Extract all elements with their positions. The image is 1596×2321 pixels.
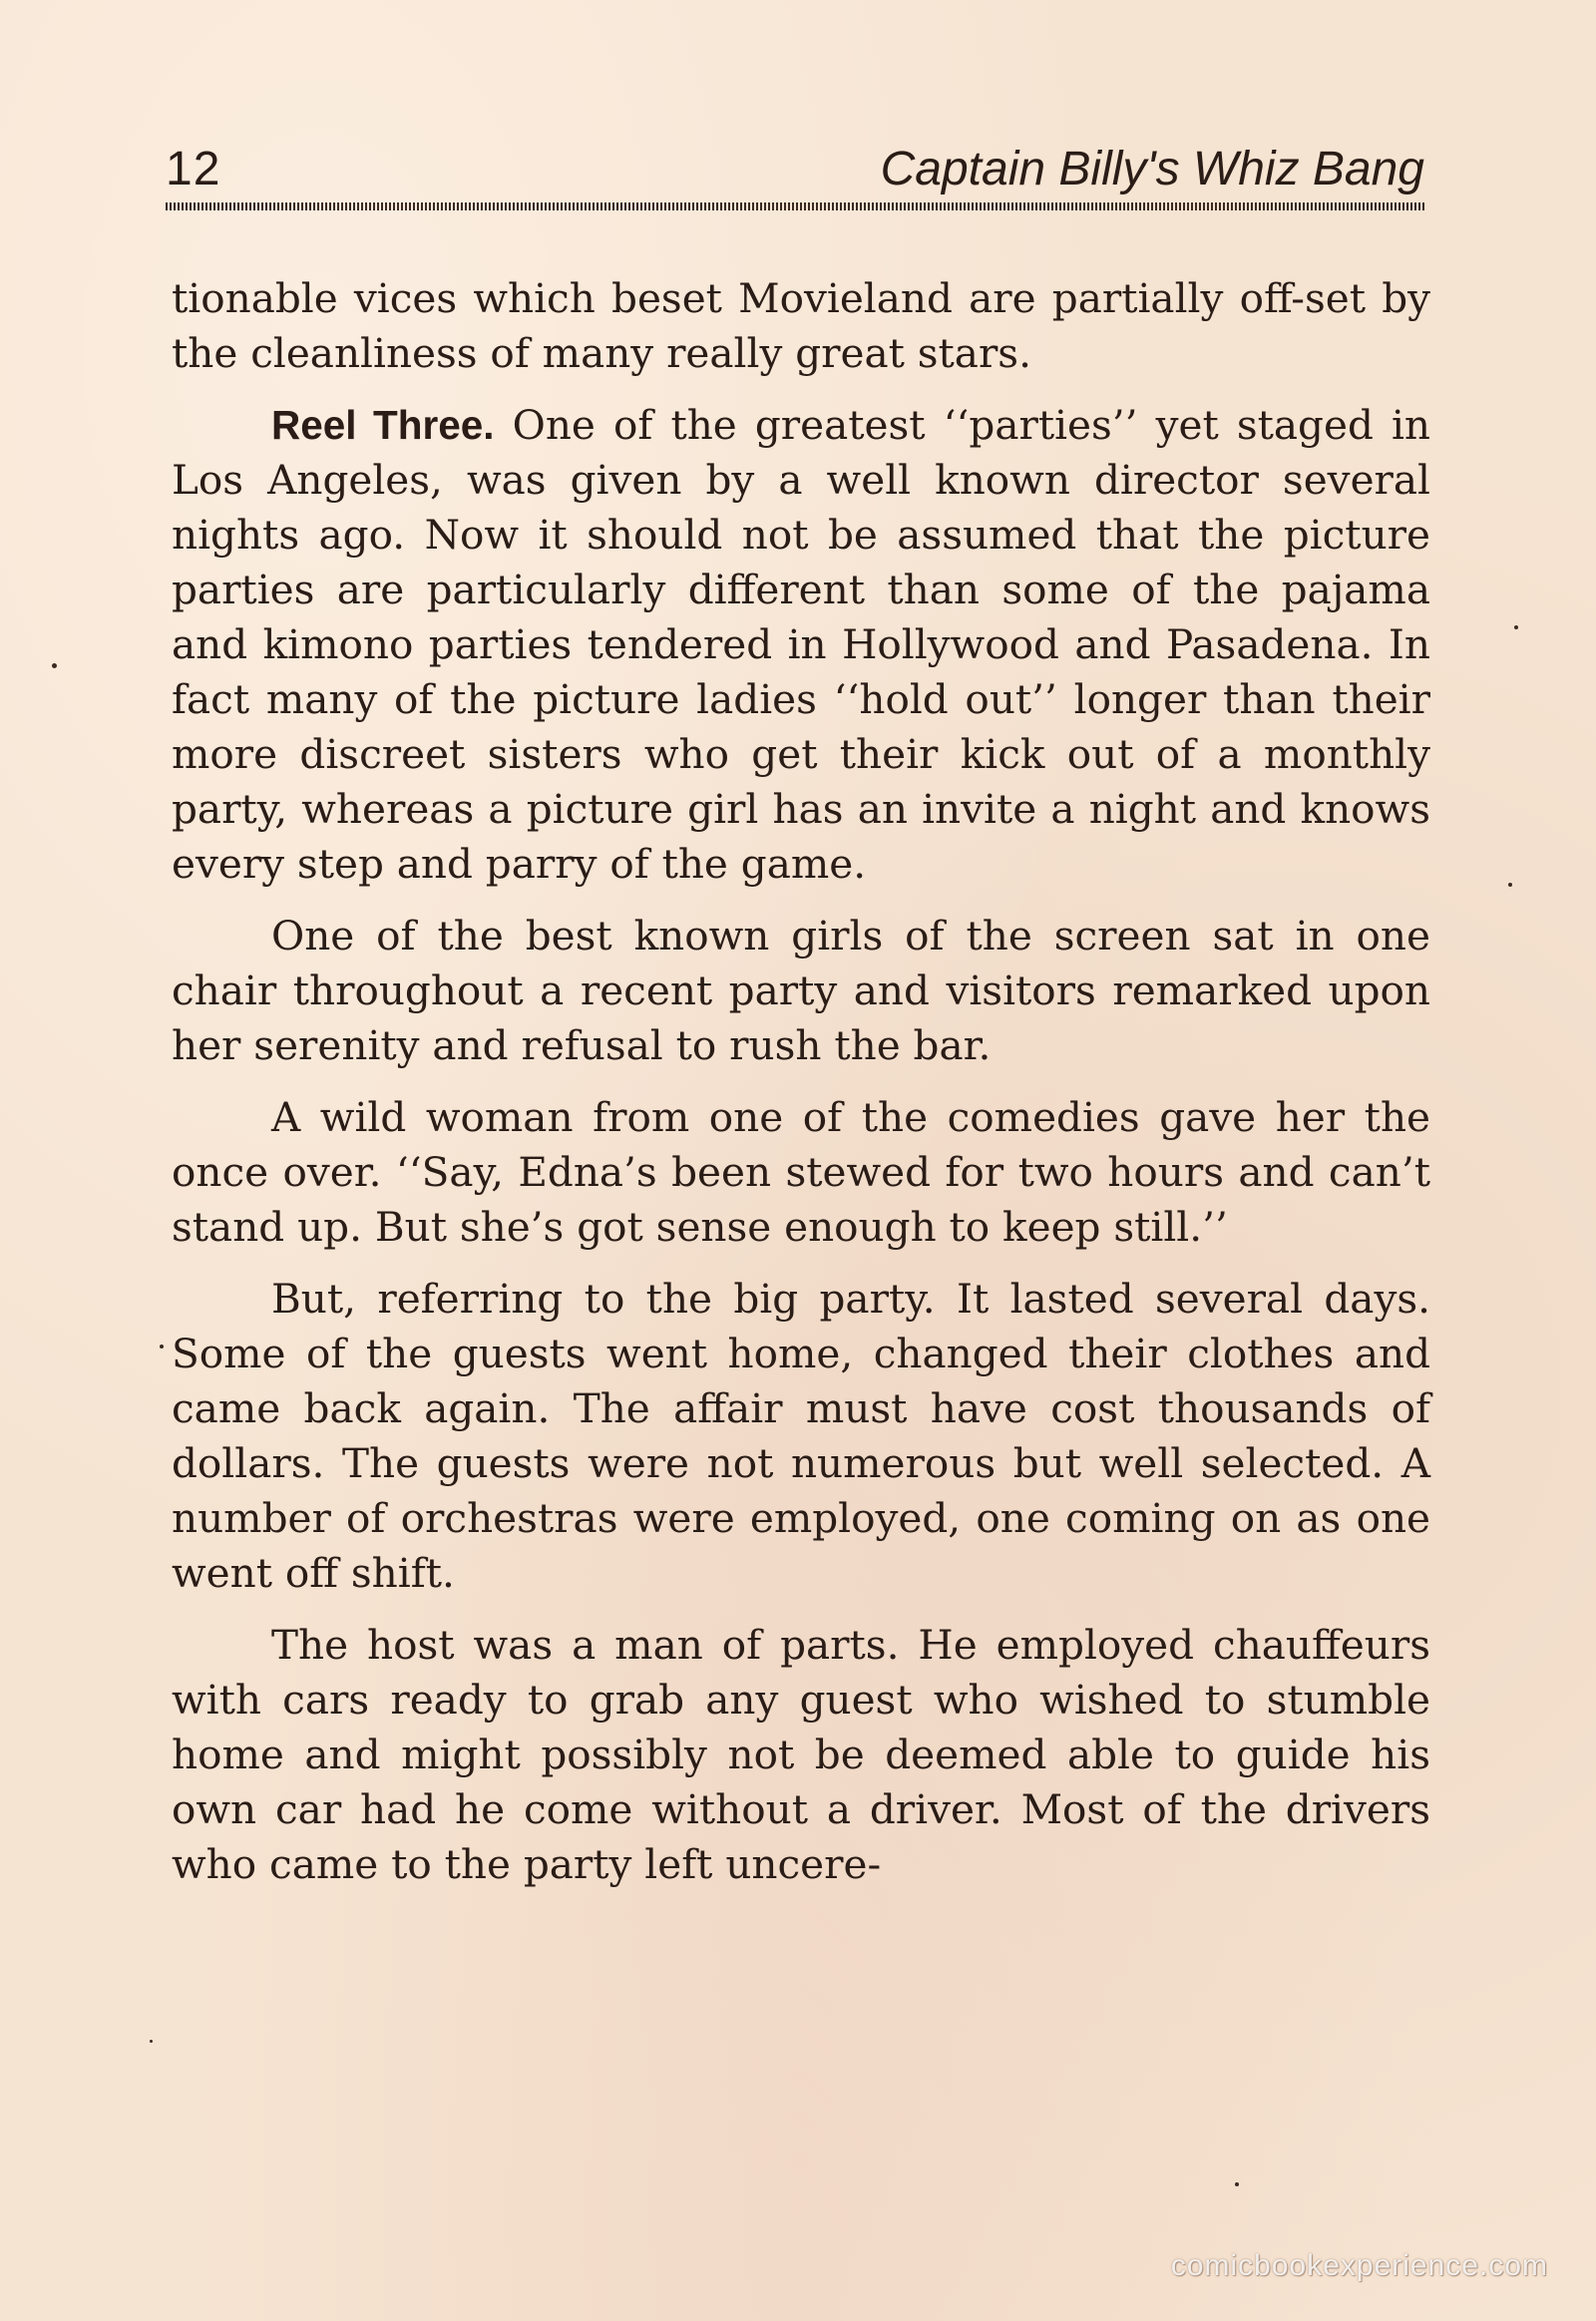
paper-speck bbox=[160, 1345, 164, 1349]
reel-three-label: Reel Three. bbox=[271, 402, 495, 448]
page-header bbox=[166, 140, 1424, 209]
paper-speck bbox=[1514, 625, 1518, 629]
paper-speck bbox=[52, 663, 57, 668]
paragraph-2 bbox=[172, 398, 1430, 892]
paragraph-1: tionable vices which beset Movieland are partially off-set by the cleanliness of many really great stars. bbox=[172, 274, 1430, 377]
paragraph-3: One of the best known girls of the screen sat in one chair throughout a recent party and visitors remarked upon her serenity and refusal to rush the bar. bbox=[172, 912, 1430, 1069]
paper-speck bbox=[1235, 2182, 1239, 2186]
paragraph-2-text: One of the greatest ‘‘parties’’ yet staged in Los Angeles, was given by a well known director several nights ago. Now it should not be assumed that the picture parties are particularly different than some of the pajama and kimono parties tendered in Hollywood and Pasadena. In fact many of the picture ladies ‘‘hold out’’ longer than their more discreet sisters who get their kick out of a monthly party, whereas a picture girl has an invite a night and knows every step and parry of the game. bbox=[172, 401, 1430, 888]
paragraph-5: But, referring to the big party. It lasted several days. Some of the guests went home, changed their clothes and came back again. The affair must have cost thousands of dollars. The guests were not numerous but well selected. A number of orchestras were employed, one coming on as one went off shift. bbox=[172, 1275, 1430, 1597]
page-number: 12 bbox=[166, 143, 221, 195]
paper-speck bbox=[150, 2040, 153, 2043]
header-rule bbox=[166, 202, 1424, 210]
running-title: Captain Billy's Whiz Bang bbox=[880, 143, 1424, 195]
paper-speck bbox=[1508, 883, 1512, 887]
watermark: comicbookexperience.com bbox=[1170, 2249, 1548, 2282]
article-body bbox=[172, 271, 1430, 1909]
paragraph-4: A wild woman from one of the comedies gave her the once over. ‘‘Say, Edna’s been stewed for two hours and can’t stand up. But she’s got sense enough to keep still.’’ bbox=[172, 1093, 1430, 1251]
paragraph-6: The host was a man of parts. He employed chauffeurs with cars ready to grab any guest who wished to stumble home and might possibly not be deemed able to guide his own car had he come without a driver. Most of the drivers who came to the party left uncere- bbox=[172, 1621, 1430, 1888]
